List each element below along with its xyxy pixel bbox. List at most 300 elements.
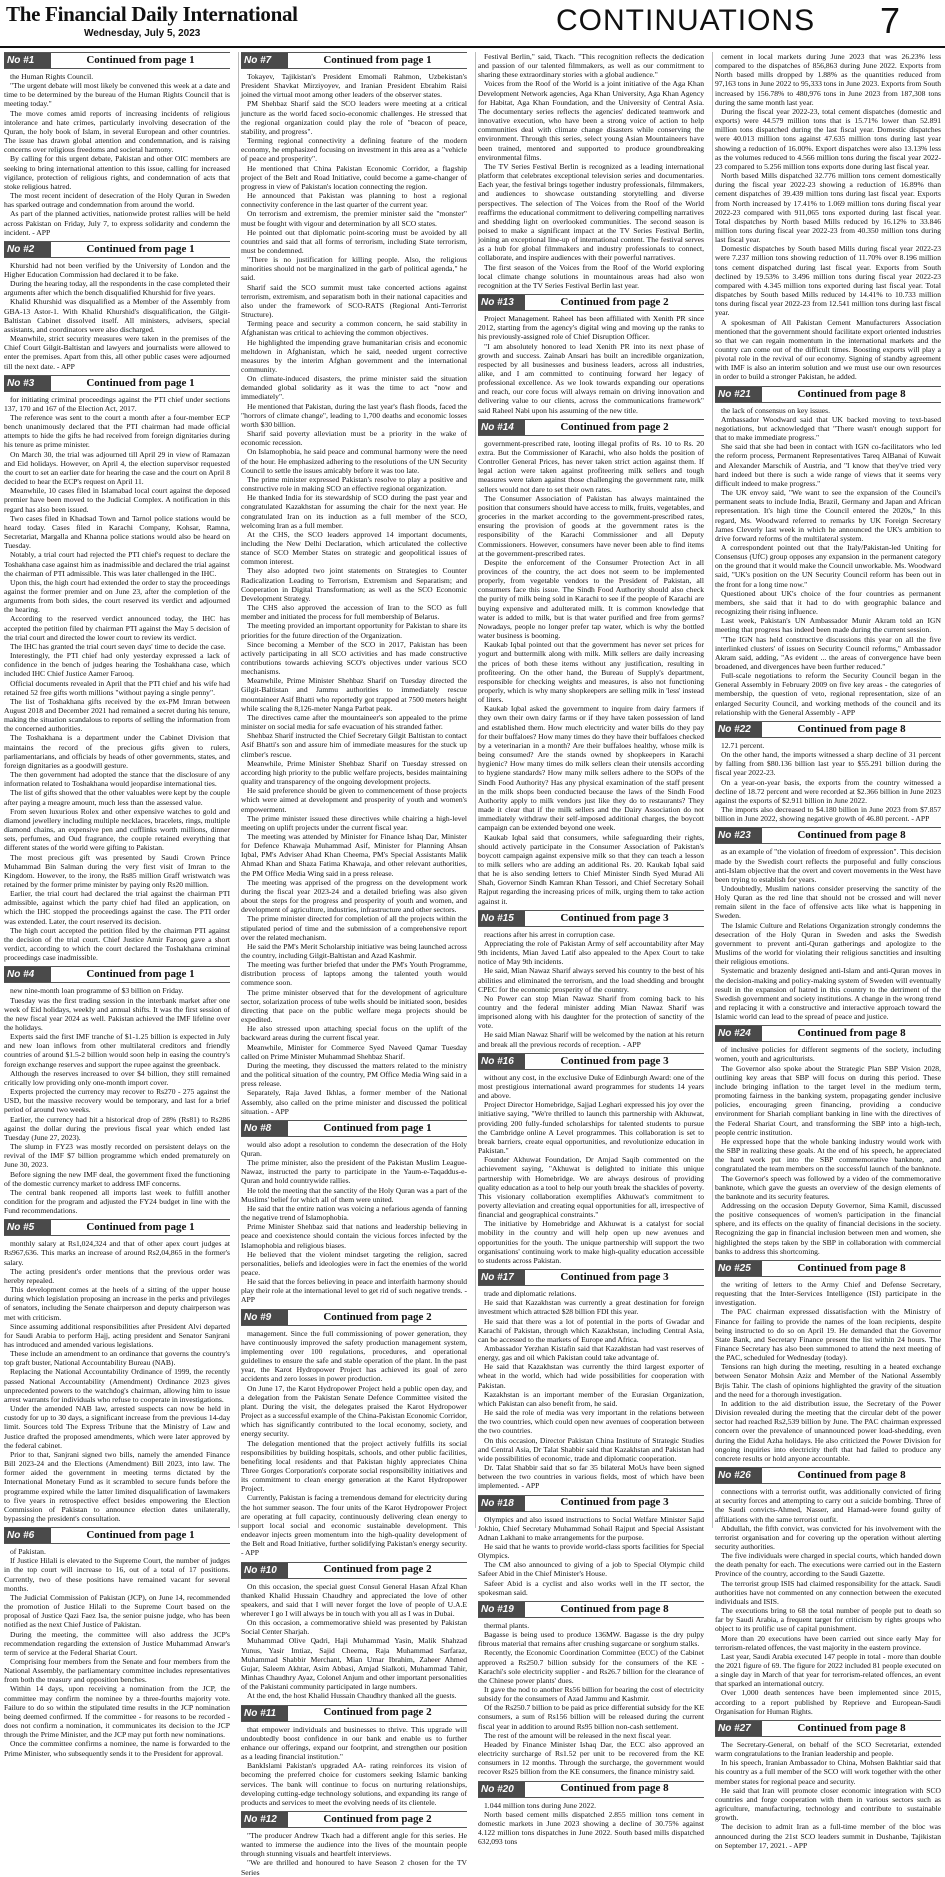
column-2 <box>238 52 467 1877</box>
continuation-story <box>4 52 230 237</box>
story-paragraph: During the hearing today, all the respondents in the case completed their arguments after which the bench disqualified Khurshid for five years. <box>4 279 230 298</box>
story-paragraph: "The producer Andrew Tkach had a different angle for this series. He wanted to immerse the audience into the lives of the mountain people through stunning visuals and heartfelt interviews. <box>241 1830 467 1859</box>
story-number: No #18 <box>478 1496 525 1511</box>
story-paragraph: Festival Berlin," said, Tkach. "This recognition reflects the dedication and passion of our talented filmmakers, as well as our commitment to sharing these extraordinary stories with a global audience." <box>478 52 704 80</box>
continuation-story <box>241 52 467 1116</box>
story-paragraph: without any cost, in the exclusive Duke of Edinburgh Award: one of the most prestigious international award programmes for students 14 years and above. <box>478 1072 704 1101</box>
continuation-story <box>4 1527 230 1758</box>
story-paragraph: By calling for this urgent debate, Pakistan and other OIC members are seeking to bring international attention to this issue, calling for increased vigilance, protection of religious rights, and condemnation of acts that stoke religious hatred. <box>4 154 230 191</box>
continuation-story <box>478 1781 704 1847</box>
story-paragraph: At the end, the host Khalid Hussain Chaudhry thanked all the guests. <box>247 1691 457 1701</box>
story-header <box>241 52 467 69</box>
story-header <box>715 1025 941 1042</box>
story-paragraph: Comprising four members from the Senate and four members from the National Assembly, the parliamentary committee includes representatives from both the treasury and opposition benches. <box>4 1657 230 1685</box>
story-paragraph: reactions after his arrest in corruption case. <box>484 929 615 939</box>
story-paragraph: No Power can stop Mian Nawaz Sharif from coming back to his country and the federal minister adding Mian Nawaz Sharif was imprisoned along with his daughter for the protection of sanctity of the vote. <box>478 993 704 1031</box>
story-number: No #3 <box>4 376 51 391</box>
story-paragraph: Since assuming additional responsibilities after President Alvi departed for Saudi Arabia to perform Hajj, acting president and Senator Sanjrani has introduced and amended various legislations. <box>4 1321 230 1349</box>
story-paragraph: Experts said the first IMF tranche of $1-1.25 billion is expected in July and new loan inflows from other multilateral creditors and friendly countries of around $1.5-2 billion would soon help in easing the country's foreign exchange reserves and support the rupee against the greenback. <box>4 1032 230 1069</box>
story-paragraph: Headed by Finance Minister Ishaq Dar, the ECC also approved an electricity surcharge of Rs1.52 per unit to be recovered from the KE consumers in 12 months. Through the surcharge, the government would recover Rs25 billion from the KE consumers, the finance ministry said. <box>478 1739 704 1777</box>
story-paragraph: The UK envoy said, "We want to see the expansion of the Council's permanent seats to include India, Brazil, Germany and Japan and African representation. It's high time the Council entered the 2020s," In this regard, Ms. Woodward referred to remarks by UK Foreign Secretary James Cleverly last week in which he announced the UK's ambition to drive forward reforms of the multilateral system. <box>715 488 941 543</box>
story-paragraph: monthly salary at Rs1,024,324 and that of other apex court judges at Rs967,636. This marks an increase of around Rs2,04,865 in the former's salary. <box>4 1239 230 1267</box>
story-number: No #7 <box>241 53 288 68</box>
continued-from-label: Continued from page 2 <box>323 1812 432 1825</box>
story-paragraph: "The IGN has held constructive discussions this year on all the five interlinked clusters' of issues on Security Council reforms," Ambassador Akram said, adding, "As evident ... the areas of convergence have been broadened, and divergences have been further reduced." <box>715 634 941 671</box>
story-paragraph: Kaukab Iqbal pointed out that the government has never set prices for yogurt and buttermilk along with milk. Milk sellers are daily increasing the prices of both these items without any justification, resulting in profiteering. On the other hand, the Bureau of Supply's department, responsible for checking weights and measures, is also not functioning properly, which is why many shopkeepers are selling milk in 'less' instead of liters. <box>478 640 704 705</box>
story-paragraph: Experts projected the currency may recover to Rs270 - 275 against the USD, but the massive recovery would be temporary, and last for a brief period of around two weeks. <box>4 1087 230 1115</box>
continued-from-label: Continued from page 1 <box>86 53 195 66</box>
story-header <box>715 827 941 844</box>
story-paragraph: The move comes amid reports of increasing incidents of religious intolerance and hate crimes, particularly involving desecration of the Quran, the holy book of Islam, in several European and other countries. The issue has drawn global attention and condemnation, and is raising concerns over religious freedoms and societal harmony. <box>4 108 230 155</box>
story-paragraph: The PAC chairman expressed dissatisfaction with the Ministry of Finance for failing to provide the names of the loan recipients, despite being instructed to do so on April 19. He demanded that the Governor State Bank, and Secretary Finance present the list within 24 hours. The Finance Secretary has also been summoned to attend the next meeting of the PAC, scheduled for Wednesday (today). <box>715 1307 941 1363</box>
story-paragraph: Domestic dispatches by South based Mills during fiscal year 2022-23 were 7.237 million tons showing reduction of 11.70% over 8.196 million tons cement dispatched during last fiscal year. Exports from South declined by 19.53% to 3.496 million tons during fiscal year 2022-23 compared with 4.345 million tons exported during last fiscal year. Total dispatches by South based Mills reduced by 14.41% to 10.733 million tons during fiscal year 2022-23 from 12.541 million tons during last fiscal year. <box>715 244 941 318</box>
story-number: No #5 <box>4 1220 51 1235</box>
continued-from-label: Continued from page 8 <box>560 1782 669 1795</box>
story-paragraph: Earlier, the currency had hit a historical drop of 28% (Rs81) to Rs286 against the dollar during the previous fiscal year which ended last Tuesday (June 27, 2023). <box>4 1114 230 1142</box>
story-paragraph: PM Shehbaz Sharif said the SCO leaders were meeting at a critical juncture as the world faced socio-economic challenges. He stressed that the regional organization could play the role of "beacon of peace, stability, and progress". <box>241 99 467 136</box>
story-header <box>715 386 941 403</box>
continued-from-label: Continued from page 2 <box>323 1310 432 1323</box>
story-paragraph: The initiative by Homebridge and Akhuwat is a catalyst for social mobility in the country and will help open up new avenues and opportunities for the youth. The unique partnership will support the two organisations' continuing work to make high-quality education accessible to students across Pakistan. <box>478 1219 704 1265</box>
story-paragraph: Tuesday was the first trading session in the interbank market after one week of Eid holidays, weekly and annual shifts. It was the first session of the new fiscal year 2024 as well. Pakistan achieved the IMF lifeline over the holidays. <box>4 995 230 1032</box>
story-paragraph: The five individuals were charged in special courts, which handed down the death penalty for each. The executions were carried out in the Eastern Province of the country, according to the Saudi Gazette. <box>715 1551 941 1579</box>
story-header <box>241 1562 467 1579</box>
column-4 <box>712 52 941 1850</box>
story-number: No #14 <box>478 420 525 435</box>
story-paragraph: The Toshakhana is a department under the Cabinet Division that maintains the record of the precious gifts given to rulers, parliamentarians, and officials by heads of other governments, states, and foreign dignitaries as a goodwill gesture. <box>4 733 230 770</box>
continuation-story <box>478 419 704 906</box>
story-header <box>4 241 230 258</box>
story-paragraph: The list of Toshakhana gifts received by the ex-PM Imran between August 2018 and December 2021 had remained a secret during his tenure, making the situation scandalous to reports of selling the information from the concerned authorities. <box>4 696 230 734</box>
story-paragraph: The list of gifts showed that the other valuables were kept by the couple after paying a meagre amount, much less than the assessed value. <box>4 788 230 807</box>
story-paragraph: The CM also announced to giving of a job to Special Olympic child Safeer Abid in the Chief Minister's House. <box>478 1560 704 1579</box>
story-paragraph: He said that there was a lot of potential in the ports of Gwadar and Karachi of Pakistan, through which Kazakhstan, including Central Asia, can be accessed to the markets of Europe and Africa. <box>478 1316 704 1344</box>
continued-from-label: Continued from page 2 <box>560 420 669 433</box>
story-number: No #13 <box>478 295 525 310</box>
story-paragraph: the writing of letters to the Army Chief and Defense Secretary, requesting that the Inter-Services Intelligence (ISI) participate in the investigation. <box>715 1279 941 1308</box>
story-paragraph: Safeer Abid is a cyclist and also works well in the IT sector, the spokesman said. <box>478 1578 704 1597</box>
story-paragraph: Abdullah, the fifth convict, was convicted for his involvement with the terrorist organisation and for covering up the operation without alerting security authorities. <box>715 1523 941 1551</box>
story-paragraph: Upon this, the high court had extended the order to stay the proceedings against the former premier and on June 23, after the completion of the arguments from both sides, the court reserved its verdict and adjourned the hearing. <box>4 577 230 615</box>
story-paragraph: He announced that Pakistan was planning to host a regional connectivity conference in the last quarter of the current year. <box>241 191 467 210</box>
story-paragraph: Tokayev, Tajikistan's President Emomali Rahmon, Uzbekistan's President Shavkat Mirziyoyev, and Iranian President Ebrahim Raisi joined the virtual moot among other leaders of the observer states. <box>241 72 467 100</box>
continuation-story <box>478 910 704 1049</box>
story-paragraph: Despite the enforcement of the Consumer Protection Act in all provinces of the country, the act does not seem to be implemented properly, from vegetable vendors to the President of Pakistan, all consumers face this issue. The Sindh Food Authority should also check the purity of milk being sold in Karachi to see if the people of Karachi are buying expensive and adulterated milk. It is common knowledge that water is added to milk, but is that water purified and free from germs? Nowadays, people no longer prefer tap water, which is why the bottled water business is booming. <box>478 557 704 641</box>
continued-from-label: Continued from page 1 <box>86 242 195 255</box>
story-paragraph: He said that Kazakhstan was currently the third largest exporter of wheat in the world, which had wide possibilities for cooperation with Pakistan. <box>478 1362 704 1390</box>
story-paragraph: Within 14 days, upon receiving a nomination from the JCP, the committee may confirm the nominee by a three-fourths majority vote. Failure to do so within the stipulated time results in the JCP nomination being deemed confirmed. If the committee - for reasons to be recorded - does not confirm a nomination, it communicates its decision to the JCP through the Prime Minister, and the JCP may put forth new nominations. <box>4 1684 230 1740</box>
story-paragraph: The decision to admit Iran as a full-time member of the bloc was announced during the 21st SCO leaders summit in Dushanbe, Tajikistan on September 17, 2021. - APP <box>715 1822 941 1850</box>
story-number: No #4 <box>4 967 51 982</box>
continuation-story <box>478 52 704 290</box>
story-paragraph: Prime Minister Shehbaz said that nations and leadership believing in peace and coexistence should contain the vicious forces infected by the Islamophobia and religious biases. <box>241 1222 467 1250</box>
story-header <box>478 910 704 927</box>
story-paragraph: Terming peace and security a common concern, he said stability in Afghanistan was critical to achieving the common objectives. <box>241 319 467 338</box>
story-paragraph: The prime minister issued these directives while chairing a high-level meeting on uplift projects under the current fiscal year. <box>241 813 467 832</box>
story-paragraph: "The urgent debate will most likely be convened this week at a date and time to be determined by the bureau of the Human Rights Council that is meeting today." <box>4 81 230 109</box>
story-paragraph: He pointed out that diplomatic point-scoring must be avoided by all countries and said that all forms of terrorism, including State terrorism, must be condemned. <box>241 227 467 255</box>
story-paragraph: The Governor's speech was followed by a video of the commemorative banknote, which gave the guests an overview of the design elements of the banknote and its security features. <box>715 1173 941 1201</box>
story-paragraph: Official documents revealed in April that the PTI chief and his wife had retained 52 free gifts worth millions "without paying a single penny". <box>4 678 230 697</box>
continued-from-label: Continued from page 8 <box>797 1721 906 1734</box>
story-paragraph: These include an amendment to an ordinance that governs the country's top graft buster, National Accountability Bureau (NAB). <box>4 1349 230 1368</box>
story-number: No #17 <box>478 1270 525 1285</box>
story-paragraph: He also stressed upon attaching special focus on the uplift of the backward areas during the current fiscal year. <box>241 1024 467 1043</box>
story-number: No #20 <box>478 1782 525 1797</box>
continuation-story <box>241 1562 467 1701</box>
story-number: No #8 <box>241 1121 288 1136</box>
story-number: No #22 <box>715 722 762 737</box>
story-paragraph: the Human Rights Council. <box>10 72 94 81</box>
story-paragraph: Ambassador Woodward said that UK backed moving to text-based negotiations, but acknowledged that "There wasn't enough support for that to make immediate progress." <box>715 414 941 443</box>
continued-from-label: Continued from page 1 <box>323 53 432 66</box>
continuation-story <box>478 1053 704 1265</box>
story-paragraph: Dr. Talat Shabbir said that so far 35 bilateral MoUs have been signed between the two countries in various fields, most of which have been implemented. - APP <box>478 1463 704 1491</box>
story-paragraph: government-prescribed rate, looting illegal profits of Rs. 10 to Rs. 20 extra. But the Commissioner of Karachi, who also holds the position of Controller General Prices, has never taken strict action against them. If legal action were taken against profiteering milk sellers and tough measures were taken against those challenging the government rate, milk sellers would not dare to set their own rates. <box>478 438 704 494</box>
story-paragraph: Interestingly, the PTI chief had only yesterday expressed a lack of confidence in the bench of judges hearing the Toshakhana case, which included IHC Chief Justice Aamer Farooq. <box>4 651 230 679</box>
story-header <box>4 1527 230 1544</box>
story-number: No #9 <box>241 1310 288 1325</box>
continuation-story <box>241 1811 467 1877</box>
story-paragraph: Meanwhile, Prime Minister Shehbaz Sharif on Tuesday stressed on according high priority to the public welfare projects, besides maintaining quality and transparency of the ongoing development projects. <box>241 758 467 787</box>
story-number: No #26 <box>715 1468 762 1483</box>
story-paragraph: On March 30, the trial was adjourned till April 29 in view of Ramazan and Eid holidays. However, on April 4, the election supervisor requested the court to set an earlier date for hearing the case and the court on April 8 decided to hear the ECP's request on April 11. <box>4 449 230 487</box>
story-paragraph: Addressing on the occasion Deputy Governor, Sima Kamil, discussed the positive consequences of women's participation in the financial sphere, and its effects on the quality of financial decisions in the society. Recognizing the gap in financial inclusion between men and women, she highlighted the steps taken by the SBP in collaboration with commercial banks to address this shortcoming. <box>715 1200 941 1256</box>
story-paragraph: Terming regional connectivity a defining feature of the modern economy, he emphasized focusing on investment in this area as a "vehicle of peace and prosperity". <box>241 136 467 164</box>
story-paragraph: On terrorism and extremism, the premier minister said the "monster" must be fought with vigour and determination by all SCO states. <box>241 209 467 228</box>
story-number: No #27 <box>715 1721 762 1736</box>
continuation-story <box>715 386 941 717</box>
story-paragraph: The meeting was attended by Minister for Finance Ishaq Dar, Minister for Defence Khawaja Muhammad Asif, Minister for Planning Ahsan Iqbal, PM's Adviser Ahad Khan Cheema, PM's Special Assistants Malik Ahmad Khan and Shaza Fatima Khawaja, and other relevant authorities, the PM Office Media Wing said in a press release. <box>241 831 467 878</box>
story-paragraph: Voices from the Roof of the World is a joint initiative of the Aga Khan Development Network agencies, Aga Khan University, Aga Khan Agency for Habitat, Aga Khan Foundation, and the University of Central Asia. The documentary series reflects the agencies' dedicated teamwork and innovative execution, who have been a strong voice of action to help communities deal with climate change disasters while conserving the environment. Through this series, select young Asian Mountaineers have been trained, mentored and supported to produce groundbreaking environmental films. <box>478 79 704 162</box>
story-header <box>478 1601 704 1618</box>
story-paragraph: She said that she had been in contact with IGN co-facilitators who led the reform process, Permanent Representatives Tareq AlBanai of Kuwait and Alexander Marschik of Austria, and "I know that they've tried very hard indeed but there is such a wide range of views that it seems very difficult indeed to make progress." <box>715 442 941 488</box>
story-paragraph: Shehbaz Sharif instructed the Chief Secretary Gilgit Baltistan to contact Asif Bhatti's son and assure him of immediate measures for the stuck up climber's rescue. <box>241 731 467 759</box>
story-paragraph: the lack of consensus on key issues. <box>721 405 831 415</box>
continued-from-label: Continued from page 3 <box>560 911 669 924</box>
story-header <box>241 1120 467 1137</box>
story-paragraph: Before signing the new IMF deal, the government fixed the functioning of the domestic currency market to address IMF concerns. <box>4 1169 230 1188</box>
story-paragraph: "There is no justification for killing people. Also, the religious minorities should not be marginalized in the garb of political agenda," he said. <box>241 255 467 283</box>
story-number: No #1 <box>4 53 51 68</box>
continuation-story <box>715 1025 941 1256</box>
story-paragraph: Kazakhstan is an important member of the Eurasian Organization, which Pakistan can also benefit from, he said. <box>478 1389 704 1408</box>
story-paragraph: He said preference should be given to commencement of those projects which were aimed at development and prosperity of youth and women's empowerment. <box>241 786 467 814</box>
story-number: No #10 <box>241 1563 288 1578</box>
continuation-story <box>715 52 941 382</box>
story-paragraph: In his speech, Iranian Ambassador to China, Mohsen Bakhtiar said that his country as a full member of the SCO will work together with the other member states for regional peace and security. <box>715 1758 941 1786</box>
story-paragraph: He said that Kazakhstan was currently a great destination for foreign investment which attracted $28 billion FDI this year. <box>478 1298 704 1317</box>
story-paragraph: cement in local markets during June 2023 that was 26.23% less compared to the dispatches of 856,863 during June 2022. Exports from North based mills dropped by 1.88% as the quantities reduced from 97,163 tons in June 2022 to 95,333 tons in June 2023. Exports from South increased by 156.78% to 480,976 tons in June 2023 from 187,308 tons during the same month last year. <box>715 52 941 107</box>
story-paragraph: The imports also decreased to $4.180 billion in June 2023 from $7.857 billion in June 2022, showing negative growth of 46.80 percent. - APP <box>715 805 941 824</box>
story-paragraph: On Islamophobia, he said peace and communal harmony were the need of the hour. He emphasized adhering to the resolutions of the UN Security Council to settle the issues amicably before it was too late. <box>241 447 467 475</box>
story-paragraph: Replacing the National Accountability Ordinance of 1999, the recently passed National Accountability (Amendment) Ordinance 2023 gives unprecedented powers to the watchdog's chairman, allowing him to issue arrest warrants for individuals who refuse to cooperate in investigations. <box>4 1367 230 1404</box>
story-header <box>478 294 704 311</box>
continued-from-label: Continued from page 3 <box>560 1054 669 1067</box>
continued-from-label: Continued from page 8 <box>560 1602 669 1615</box>
story-paragraph: Undoubtedly, Muslim nations consider preserving the sanctity of the Holy Quran as the red line that should not be crossed and will never remain silent in the face of offensive acts like what is happening in Sweden. <box>715 883 941 921</box>
column-3 <box>475 52 704 1847</box>
continuation-story <box>478 1495 704 1597</box>
story-paragraph: The terrorist group ISIS had claimed responsibility for the attack. Saudi authorities have not commented on any connection between the executed individuals and ISIS. <box>715 1578 941 1606</box>
story-paragraph: The IHC has granted the trial court seven days' time to decide the case. <box>10 641 226 651</box>
continuation-story <box>478 294 704 415</box>
story-paragraph: The high court accepted the petition filed by the chairman PTI against the decision of the trial court. Chief Justice Amir Farooq gave a short verdict, according to which the court declared the Toshakhana criminal proceedings case inadmissible. <box>4 925 230 963</box>
story-paragraph: A correspondent pointed out that the Italy/Pakistan-led Uniting for Consensus (UfC) group opposes any expansion in the permanent category on the ground that it would make the Council unworkable. Ms. Woodward said, "UK's position on the UN Security Council reform has been out in the front for a long time now." <box>715 542 941 589</box>
story-paragraph: would also adopt a resolution to condemn the desecration of the Holy Quran. <box>241 1139 467 1158</box>
story-paragraph: management. Since the full commissioning of power generation, they have continuously improved the safety production management system, implementing over 100 regulations, procedures, and operational guidelines to ensure the safe and stable operation of the plant. In the past year, the Karot Hydropower Project has achieved its goal of zero accidents and zero losses in power production. <box>241 1328 467 1384</box>
story-header <box>478 1495 704 1512</box>
story-paragraph: At the CHS, the SCO leaders approved 14 important documents, including the New Delhi Declaration, which articulated the collective stance of SCO Member States on strategic and geopolitical issues of common interest. <box>241 529 467 567</box>
story-paragraph: Tensions ran high during the meeting, resulting in a heated exchange between Senator Mohsin Aziz and Member of the National Assembly Brjis Tahir. The clash of opinions highlighted the gravity of the situation and the need for a thorough investigation. <box>715 1362 941 1399</box>
story-paragraph: The executions bring to 68 the total number of people put to death so far by Saudi Arabia, a frequent target for criticism by rights groups who object to its prolific use of capital punishment. <box>715 1606 941 1634</box>
story-paragraph: During the meeting, they discussed the matters related to the ministry and the political situation of the country, PM Office Media Wing said in a press release. <box>241 1060 467 1089</box>
story-paragraph: The most recent incident of desecration of the Holy Quran in Sweden has sparked outrage and condemnation from around the world. <box>4 191 230 210</box>
story-header <box>241 1811 467 1828</box>
story-paragraph: He expressed hope that the whole banking industry would work with the SBP in realizing these goals. At the end of his speech, he appreciated the hard work put into the SBP commemorative banknote, and congratulated the team members on the successful launch of the banknote. <box>715 1136 941 1174</box>
story-paragraph: Project Management. Raheel has been affiliated with Xenith PR since 2012, starting from the agency's digital wing and moving up the ranks to his previously-assigned role of Chief Disruption Officer. <box>478 314 704 342</box>
continued-from-label: Continued from page 8 <box>797 722 906 735</box>
continuation-story <box>241 1120 467 1305</box>
continuation-story <box>241 1309 467 1558</box>
newspaper-name: The Financial Daily International <box>6 2 298 26</box>
continued-from-label: Continued from page 2 <box>323 1706 432 1719</box>
story-paragraph: Ambassador Yerzhan Kistafin said that Kazakhstan had vast reserves of energy, gas and oil which Pakistan could take advantage of. <box>478 1344 704 1363</box>
continuation-story <box>4 241 230 371</box>
continued-from-label: Continued from page 1 <box>86 1529 195 1542</box>
continued-from-label: Continued from page 3 <box>560 1496 669 1509</box>
story-paragraph: A spokesman of All Pakistan Cement Manufacturers Association mentioned that the government should facilitate export oriented industries so that we can regain momentum in the international markets and the country can come out of the difficult times. Boosting exports will play a pivotal role in the revival of our economy. Signing of standby agreement with IMF is also an interim solution and we must use our own resources in order to build a stronger Pakistan, he added. <box>715 317 941 382</box>
story-paragraph: On this occasion, the special guest Consul General Hasan Afzal Khan thanked Khalid Hussain Chaudhry and appreciated the love of other speakers, and said that I will never forget the love of people of U.A.E wherever I go I will always be in touch with you all as I was in Dubai. <box>241 1581 467 1618</box>
continued-from-label: Continued from page 1 <box>323 1121 432 1134</box>
story-paragraph: The meeting was further briefed that under the PM's Youth Programme, distribution process of laptops among the talented youth would commence soon. <box>241 960 467 988</box>
story-number: No #21 <box>715 387 762 402</box>
story-paragraph: The reference was sent to the court a month after a four-member ECP bench unanimously declared that the PTI chairman had made official attempts to hide the gifts he had received from foreign dignitaries during his tenure as prime minister. <box>4 413 230 450</box>
continued-from-label: Continued from page 3 <box>560 1270 669 1283</box>
story-header <box>478 1053 704 1070</box>
story-paragraph: During the fiscal year 2022-23, total cement dispatches (domestic and exports) were 44.579 million tons that is 15.71% lower than 52.891 million tons dispatched during the last fiscal year. Domestic dispatches were 40.013 million tons against 47.635 million tons during last year showing a reduction of 16.00%. Export dispatches were also 13.13% less as the volumes reduced to 4.566 million tons during the fiscal year 2022-23 compared to 5.256 million tons exports done during last fiscal year. <box>715 106 941 171</box>
continued-from-label: Continued from page 2 <box>560 295 669 308</box>
story-paragraph: He thanked India for its stewardship of SCO during the past year and congratulated Kazakhstan for assuming the chair for the next year. He congratulated Iran on its induction as a full member of the SCO, welcoming Iran as a full member. <box>241 493 467 530</box>
story-header <box>715 1720 941 1737</box>
story-paragraph: If Justice Hilali is elevated to the Supreme Court, the number of judges in the top court will increase to 16, out of a total of 17 positions. Currently, two of these positions have remained vacant for several months. <box>4 1556 230 1593</box>
masthead <box>0 0 945 48</box>
story-paragraph: The meeting provided an important opportunity for Pakistan to share its priorities for the future direction of the Organization. <box>241 621 467 640</box>
story-paragraph: thermal plants. <box>484 1620 530 1630</box>
story-header <box>4 375 230 392</box>
story-paragraph: On the other hand, the imports witnessed a sharp decline of 31 percent by falling from $80.136 billion last year to $55.291 billion during the fiscal year 2022-23. <box>715 750 941 778</box>
continued-from-label: Continued from page 2 <box>323 1563 432 1576</box>
story-paragraph: Separately, Raja Javed Ikhlas, a former member of the National Assembly, also called on the prime minister and discussed the political situation. - APP <box>241 1088 467 1116</box>
story-paragraph: Under the amended NAB law, arrested suspects can now be held in custody for up to 30 days, a significant increase from the previous 14-day limit. Sources told The Express Tribune that the Ministry of Law and Justice drafted the proposed amendments, which were later approved by the federal cabinet. <box>4 1404 230 1450</box>
story-paragraph: The TV Series Festival Berlin is recognized as a leading international platform that celebrates exceptional television series and documentaries. Each year, the festival brings together industry professionals, filmmakers, and audiences to showcase outstanding storytelling and diverse perspectives. The selection of The Voices from the Roof of the World reaffirms the educational commitment to delivering compelling narratives and shedding light on overlooked communities. The second season is poised to make a significant impact at the TV Series Festival Berlin, joining an exceptional line-up of international content. The festival serves as a hub for global filmmakers and industry professionals to connect, collaborate, and inspire audiences with their powerful narratives. <box>478 161 704 263</box>
story-paragraph: More than 20 executions have been carried out since early May for terrorism-related offences, the vast majority in the eastern province. <box>715 1633 941 1652</box>
story-paragraph: He said that the entire nation was voicing a nefarious agenda of fanning the negative trend of Islamophobia. <box>241 1203 467 1223</box>
continuation-story <box>715 1467 941 1716</box>
continuation-story <box>715 1260 941 1463</box>
issue-date: Wednesday, July 5, 2023 <box>84 28 201 39</box>
story-paragraph: The prime minister directed for completion of all the projects within the stipulated period of time and the submission of a comprehensive report over the related mechanism. <box>241 914 467 942</box>
story-paragraph: 12.71 percent. <box>721 740 765 750</box>
story-paragraph: On a year-on-year basis, the exports from the country witnessed a decline of 18.72 percent and were recorded at $2.366 billion in June 2023 against the exports of $2.911 billion in June 2022. <box>715 777 941 805</box>
continuation-story <box>241 1705 467 1807</box>
story-paragraph: for initiating criminal proceedings against the PTI chief under sections 137, 170 and 167 of the Election Act, 2017. <box>4 394 230 413</box>
story-paragraph: The Secretary-General, on behalf of the SCO Secretariat, extended warm congratulations to the Iranian leadership and people. <box>715 1739 941 1759</box>
story-header <box>715 1260 941 1277</box>
story-paragraph: 1.044 million tons during June 2022. <box>484 1800 597 1810</box>
story-paragraph: Over 1,000 death sentences have been implemented since 2015, according to a report published by Reprieve and European-Saudi Organisation for Human Rights. <box>715 1688 941 1716</box>
story-paragraph: Earlier, the trial court had declared the trial against the chairman PTI admissible, against which the party chief had filed an application, on which the IHC stopped the proceedings against the case. The PTI order was extended. Later, the court reserved its decision. <box>4 889 230 926</box>
story-paragraph: From seven luxurious Rolex and other expensive watches to gold and diamond jewellery including multiple necklaces, bracelets, rings, multiple diamond chains, an expensive pen and cufflinks worth millions, dinner sets, perfumes, and Oud fragrance, the couple retained everything that different states of the world were gifting to Pakistan. <box>4 806 230 853</box>
story-paragraph: On this occasion, Director Pakistan China Institute of Strategic Studies and Central Asia, Dr Talat Shabbir said that Kazakhstan and Pakistan had wide possibilities of economic, trade and diplomatic cooperation. <box>478 1435 704 1463</box>
story-paragraph: Prior to that, Sanjrani signed two bills, namely the amended Finance Bill 2023-24 and the Elections (Amendment) Bill 2023, into law. The former aided the government in meeting terms dictated by the International Monetary Fund as it scrambled to secure funds before the programme expired while the latter limited disqualification of lawmakers to five years in retrospective effect besides empowering the Election Commission of Pakistan to announce election dates unilaterally, bypassing the president's consultation. <box>4 1449 230 1523</box>
story-paragraph: Appreciating the role of Pakistan Army of self accountability after May 9th incidents, Mian Javed Latif also appealed to the Apex Court to take notice of May 9th incidents. <box>478 938 704 967</box>
story-paragraph: The Islamic Culture and Relations Organization strongly condemns the desecration of the Holy Quran in Sweden and asks the Swedish government to prevent anti-Quran gatherings and apologize to the Muslims of the world for violating their religious sanctities and insulting their religious emotions. <box>715 920 941 967</box>
story-paragraph: North based cement mills dispatched 2.855 million tons cement in domestic markets in June 2023 showing a decline of 30.75% against 4.122 million tons dispatches in June 2022. South based mills dispatched 632,093 tons <box>478 1809 704 1847</box>
story-paragraph: According to the reserved verdict announced today, the IHC has accepted the petition filed by chairman PTI against the May 5 decision of the trial court and directed the lower court to review its verdict. <box>4 614 230 642</box>
story-paragraph: Although the reserves increased to over $4 billion, they still remained critically low providing only one-month import cover. <box>4 1068 230 1087</box>
story-paragraph: Founder Akhuwat Foundation, Dr Amjad Saqib commented on the achievement saying, "Akhuwat is delighted to initiate this unique partnership with Homebridge. We are always desirous of providing quality education as a tool to help our youth break the shackles of poverty. This visionary collaboration exemplifies Akhuwat's commitment to poverty alleviation and creating equal opportunities for all, irrespective of financial and geographical constraints." <box>478 1155 704 1220</box>
story-paragraph: He believed that the violent mindset targeting the religion, sacred personalities, beliefs and ideologies were in fact the enemies of the world peace. <box>241 1249 467 1277</box>
story-paragraph: He said that the forces believing in peace and interfaith harmony should play their role at the international level to get rid of such negative trends. - APP <box>241 1277 467 1305</box>
story-paragraph: The Judicial Commission of Pakistan (JCP), on June 14, recommended the promotion of Justice Hilali to the Supreme Court based on the proposal of Justice Qazi Faez Isa, the senior puisne judge, who has been notified as the next Chief Justice of Pakistan. <box>4 1592 230 1630</box>
continued-from-label: Continued from page 8 <box>797 387 906 400</box>
section-title: CONTINUATIONS <box>556 4 816 37</box>
story-paragraph: Of the Rs250.7 billion to be paid as price differential subsidy for the KE consumers, a sum of Rs156 billion will be released during the current fiscal year in addition to around Rs95 billion non-cash settlement. <box>478 1703 704 1731</box>
story-paragraph: The acting president's order mentions that the previous order was hereby repealed. <box>4 1266 230 1285</box>
story-number: No #19 <box>478 1602 525 1617</box>
story-paragraph: Kaukab Iqbal asked the government to inquire from dairy farmers if they own their own dairy farms or if they have taken possession of land and established them. How much electricity and water bills do they pay for their buffaloes? How many times do they have their buffaloes checked by a veterinarian in a month? Are their buffaloes healthy, whose milk is being consumed? Are the stands owned by shopkeepers in Karachi hygienic? How many times do milk sellers clean their utensils according to hygiene standards? How many milk sellers adhere to the SOPs of the Sindh Food Authority? Has any physical examination of the staff present in the milk shops been conducted because the laws of the Sindh Food Authority apply to milk vendors just like they do to restaurants? They made it clear that if the milk sellers and the Dairy Association do not immediately withdraw their self-imposed additional charges, the boycott campaign can be extended beyond one week. <box>478 704 704 833</box>
story-header <box>478 1269 704 1286</box>
story-paragraph: North based Mills dispatched 32.776 million tons cement domestically during the fiscal year 2022-23 showing a reduction of 16.89% than cement dispatches of 39.439 million tons during last fiscal year. Exports from North increased by 17.41% to 1.069 million tons during fiscal year 2022-23 compared with 911,065 tons exported during last fiscal year. Total dispatches by North based Mills reduced by 16.12% to 33.846 million tons during fiscal year 2022-23 from 40.350 million tons during last fiscal year. <box>715 171 941 245</box>
story-paragraph: as an example of "the violation of freedom of expression". This decision made by the Swedish court reflects the purposeful and fully conscious anti-Islam objective that the overt and covert movements in the West have been trying to establish for years. <box>715 847 941 884</box>
story-paragraph: He mentioned that Pakistan, during the last year's flash floods, faced the "horrors of climate change", leading to 1,700 deaths and economic losses worth $30 billion. <box>241 401 467 429</box>
story-number: No #25 <box>715 1261 762 1276</box>
continuation-story <box>4 966 230 1215</box>
story-paragraph: of inclusive policies for different segments of the society, including women, youth and agriculturists. <box>715 1045 941 1064</box>
continued-from-label: Continued from page 8 <box>797 1261 906 1274</box>
story-paragraph: Bagasse is being used to produce 136MW. Bagasse is the dry pulpy fibrous material that remains after crushing sugarcane or sorghum stalks. <box>478 1630 704 1649</box>
story-header <box>478 419 704 436</box>
continued-from-label: Continued from page 8 <box>797 1468 906 1481</box>
story-paragraph: Since becoming a Member of the SCO in 2017, Pakistan has been actively participating in all SCO activities and has made constructive contributions towards achieving SCO's objectives under various SCO mechanisms. <box>241 639 467 677</box>
story-header <box>4 966 230 983</box>
story-number: No #11 <box>241 1706 288 1721</box>
story-paragraph: The first season of the Voices from the Roof of the World exploring local climate change solutions in mountainous areas had also won recognition at the TV Series Festival Berlin last year. <box>478 262 704 290</box>
story-paragraph: new nine-month loan programme of $3 billion on Friday. <box>10 986 184 996</box>
continued-from-label: Continued from page 1 <box>86 1221 195 1234</box>
story-paragraph: The prime minister observed that for the development of agriculture sector, solarization process of tube wells should be initiated soon, besides directing that pace on the public welfare mega projects should be expedited. <box>241 987 467 1025</box>
story-paragraph: Sharif said poverty alleviation must be a priority in the wake of economic recession. <box>241 429 467 448</box>
story-number: No #2 <box>4 242 51 257</box>
article-columns <box>4 52 941 1877</box>
story-header <box>4 52 230 69</box>
story-number: No #6 <box>4 1528 51 1543</box>
story-number: No #15 <box>478 911 525 926</box>
story-number: No #23 <box>715 828 762 843</box>
story-header <box>241 1309 467 1326</box>
story-paragraph: Meanwhile, Minister for Commerce Syed Naveed Qamar Tuesday called on Prime Minister Muhammad Shehbaz Sharif. <box>241 1042 467 1061</box>
story-paragraph: Khurshid had not been verified by the University of London and the Higher Education Commission had declared it to be fake. <box>4 260 230 279</box>
story-paragraph: Notably, a trial court had rejected the PTI chief's request to declare the Toshakhana case against him as inadmissible and declared the trial against the chairman of PTI admissible. This was later challenged in the IHC. <box>4 550 230 578</box>
story-paragraph: "We are thrilled and honoured to have Season 2 chosen for the TV Series <box>241 1858 467 1877</box>
story-header <box>478 1781 704 1798</box>
story-paragraph: Two cases filed in Khadsad Town and Tarnol police stations would be heard today. Cases filed in Karachi Company, Kohsar, Ramna, Secretariat, Margalla and Khanna police stations would also be heard on Tuesday. <box>4 513 230 551</box>
story-paragraph: connections with a terrorist outfit, was additionally convicted of firing at security forces and attempting to carry out a suicide bombing. Three of the Saudi convicts-Ahmed, Nasser, and Hamad-were found guilty of affiliations with the same terrorist outfit. <box>715 1487 941 1524</box>
story-paragraph: The most precious gift was presented by Saudi Crown Prince Muhammad Bin Salman during the very first visit of Imran to the Kingdom. However, to the irony, the Rs85 million Graff wristwatch was retained by the former prime minister by paying only Rs20 million. <box>4 852 230 889</box>
page-number: 7 <box>880 0 901 41</box>
story-paragraph: During the meeting, the committee will also address the JCP's recommendation regarding the extension of Justice Muhammad Anwar's term of service at the Federal Shariat Court. <box>4 1629 230 1657</box>
story-paragraph: Project Director Homebridge, Sajjad Leghari expressed his joy over the initiative saying, "We're thrilled to launch this partnership with Akhuwat, providing 200 fully-funded scholarships for talented students to pursue the Cambridge online A Level programmes. This collaboration is set to break barriers, create equal opportunities, and revolutionize education in Pakistan." <box>478 1100 704 1156</box>
continuation-story <box>715 721 941 823</box>
story-paragraph: This development comes at the heels of a sitting of the upper house during which legislation proposing an increase in the perks and privileges of senators, including the Senate chairperson and deputy chairperson was met with criticism. <box>4 1285 230 1322</box>
continuation-story <box>715 1720 941 1850</box>
story-paragraph: On June 17, the Karot Hydropower Project held a public open day, and a delegation from the Pakistan Senate Defence Committee visited the plant. During the visit, the delegates praised the Karot Hydropower Project as a successful example of the China-Pakistan Economic Corridor, which has significantly contributed to the local economy, society, and energy security. <box>241 1383 467 1439</box>
story-paragraph: He said the role of media was very important in the relations between the two countries, which could open new avenues of cooperation between the two countries. <box>478 1408 704 1436</box>
story-paragraph: Muhammad Olive Qadri, Haji Muhammad Yasin, Malik Shahzad Yunus, Yasir Imtiaz, Sajid Cheema, Raja Muhammad Sarfaraz, Muhammad Shabbir Merchant, Mian Umar Ibrahim, Zaheer Ahmed Gujar, Saleem Akhtar, Asim Abbasi, Amjad Sialkoti, Muhammad Tahir, Minhas Chaudhry Ayaz, Colonel Anjum and other important personalities of the Pakistani community participated in large numbers. <box>241 1636 467 1692</box>
story-number: No #24 <box>715 1026 762 1041</box>
story-paragraph: Last year, Saudi Arabia executed 147 people in total - more than double the 2021 figure of 69. The figure for 2022 included 81 people executed on a single day in March of that year for terrorism-related offences, an event that sparked an international outcry. <box>715 1651 941 1689</box>
story-paragraph: As part of the planned activities, nationwide protest rallies will be held across Pakistan on Friday, July 7, to express solidarity and condemn the incident. - APP <box>4 209 230 237</box>
continuation-story <box>478 1269 704 1490</box>
continued-from-label: Continued from page 1 <box>86 376 195 389</box>
story-paragraph: The Consumer Association of Pakistan has always maintained the position that consumers should have access to milk, fruits, vegetables, and groceries in the market according to the government-prescribed rates, ensuring the provision of goods at the government rates is the responsibility of the Karachi Commissioner and all Deputy Commissioners. However, consumers have never been able to find items at the government-prescribed rates. <box>478 493 704 558</box>
story-header <box>715 1467 941 1484</box>
story-header <box>4 1219 230 1236</box>
story-paragraph: It gave the nod to another Rs56 billion for bearing the cost of electricity subsidy for the consumers of Azad Jammu and Kashmir. <box>478 1685 704 1704</box>
story-paragraph: The prime minister, also the president of the Pakistan Muslim League-Nawaz, instructed the party to participate in the Yaum-e-Taqaddus-e-Quran and hold countrywide rallies. <box>241 1158 467 1186</box>
story-paragraph: of Pakistan. <box>10 1547 46 1557</box>
story-paragraph: Meanwhile, strict security measures were taken in the premises of the Chief Court Gilgit-Baltistan and lawyers and journalists were allowed to enter the premises. Apart from this, all other public cases were adjourned till the next date. - APP <box>4 334 230 371</box>
story-paragraph: The prime minister expressed Pakistan's resolve to play a positive and constructive role in making SCO an effective regional organization. <box>241 474 467 494</box>
continuation-story <box>478 1601 704 1777</box>
column-1 <box>4 52 230 1758</box>
story-paragraph: The CHS also approved the accession of Iran to the SCO as full member and initiated the process for full membership of Belarus. <box>241 603 467 622</box>
story-paragraph: BankIslami Pakistan's upgraded AA- rating reinforces its vision of becoming the preferred choice for customers seeking Islamic banking services. The bank will continue to focus on nurturing relationships, developing cutting-edge technology solutions, and expanding its range of products and services to meet the evolving needs of its clientele. <box>241 1761 467 1807</box>
story-paragraph: Recently, the Economic Coordination Committee (ECC) of the Cabinet approved a Rs250.7 billion subsidy for the consumers of the KE - Karachi's sole electricity supplier - and Rs26.7 billion for the clearance of the Chinese power plants' dues. <box>478 1648 704 1685</box>
continuation-story <box>4 1219 230 1523</box>
story-paragraph: Last week, Pakistan's UN Ambassador Munir Akram told an IGN meeting that progress has indeed been made during the current session. <box>715 616 941 635</box>
story-paragraph: The slump in FY23 was mostly recorded on persistent delays on the revival of the IMF $7 billion programme which ended prematurely on June 30, 2023. <box>4 1142 230 1170</box>
continuation-story <box>715 827 941 1021</box>
story-paragraph: He said Mian Nawaz Sharif will be welcomed by the nation at his return and break all the previous records of reception. - APP <box>478 1030 704 1049</box>
story-paragraph: Sharif said the SCO summit must take concerted actions against terrorism, extremism, and separatism both in their national capacities and also under the framework of SCO-RATS (Regional Anti-Terrorist Structure). <box>241 282 467 320</box>
story-paragraph: He said, Mian Nawaz Sharif always served his country to the best of his abilities and eliminated the terrorism, and the load shedding and brought CPEC for the economic prosperity of the country. <box>478 966 704 994</box>
story-paragraph: Systematic and brazenly designed anti-Islam and anti-Quran moves in the decision-making and policy-making system of Sweden will eventually result in the expansion of hatred in this country to the detriment of the Swedish government and society institutions. A change in the wrong trend and replacing it with a constructive and interactive approach toward the Islamic world can lead to the spread of peace and justice. <box>715 966 941 1022</box>
continuation-story <box>4 375 230 963</box>
story-paragraph: Olympics and also issued instructions to Social Welfare Minister Sajid Jokhio, Chief Secretary Muhammad Sohail Rajput and Special Assistant Adnan Lakhani to make arrangements for the purpose. <box>478 1514 704 1542</box>
story-paragraph: The then government had adopted the stance that the disclosure of any information related to Toshakhana would jeopardise international ties. <box>4 770 230 789</box>
story-paragraph: He mentioned that China Pakistan Economic Corridor, a flagship project of the Belt and Road Initiative, could become a game-changer of progress in view of Pakistan's location connecting the region. <box>241 163 467 191</box>
continued-from-label: Continued from page 8 <box>797 829 906 842</box>
story-paragraph: Once the committee confirms a nominee, the name is forwarded to the Prime Minister, who subsequently sends it to the President for approval. <box>4 1739 230 1758</box>
story-paragraph: The meeting was apprised of the progress on the development work during the fiscal year 2023-24 and a detailed briefing was also given about the steps for the progress and prosperity of youth and women, and development of agriculture, industries, infrastructure and other sectors. <box>241 877 467 915</box>
story-paragraph: Meanwhile, Prime Minister Shehbaz Sharif on Tuesday directed the Gilgit-Baltistan and Jammu authorities to immediately rescue mountaineer Asif Bhatti who reportedly got trapped at 7500 meters height while scaling the 8,126-meter Nanga Parbat peak. <box>241 676 467 713</box>
story-paragraph: In addition to the aid distribution issue, the Secretary of the Power Division revealed during the meeting that the circular debt of the power sector had reached Rs2,539 billion by June. The PAC chairman expressed concern over the prevalence of unannounced power load-shedding, even during the Eidul Azha holidays. He also criticized the Power Division for ongoing inquiries into electricity theft that had failed to produce any concrete results or hold anyone accountable. <box>715 1398 941 1463</box>
story-paragraph: Currently, Pakistan is facing a tremendous demand for electricity during the hot summer season. The four units of the Karot Hydropower Project are operating at full capacity, continuously delivering clean energy to support local social and economic sustainable development. This endeavor injects green momentum into the high-quality development of the Belt and Road Initiative, further solidifying Pakistan's energy security. - APP <box>241 1493 467 1558</box>
story-header <box>715 721 941 738</box>
story-paragraph: Questioned about UK's choice of the four countries as permanent members, she said that it had to do with geographic balance and recognizing their rising influence. <box>715 588 941 617</box>
story-paragraph: They also adopted two joint statements on Strategies to Counter Radicalization Leading to Terrorism, Extremism and Separatism; and Cooperation in Digital Transformation; as well as the SCO Economic Development Strategy. <box>241 566 467 603</box>
story-header <box>241 1705 467 1722</box>
story-paragraph: Kaukab Iqbal said that consumers, while safeguarding their rights, should actively participate in the Consumer Association of Pakistan's boycott campaign against expensive milk so that they can teach a lesson to milk sellers who are adding an additional Rs. 20. Kaukab Iqbal said that he is also sending letters to Chief Minister Sindh Syed Murad Ali Shah, Governor Sindh Kamran Khan Tessori, and Chief Secretary Sohail Rajput regarding the increasing prices of milk, urging them to take action against it. <box>478 832 704 906</box>
story-paragraph: trade and diplomatic relations. <box>484 1289 577 1299</box>
story-number: No #12 <box>241 1812 288 1827</box>
story-paragraph: Khalid Khurshid was disqualified as a Member of the Assembly from GBA-13 Astor-1. With Khalid Khurshid's disqualification, the Gilgit-Baltistan Cabinet dissolved itself. All ministers, advisers, special assistants, and coordinators were also discharged. <box>4 297 230 334</box>
continued-from-label: Continued from page 1 <box>86 968 195 981</box>
story-paragraph: On this occasion, a commemorative shield was presented by Pakistan Social Center Sharjah. <box>241 1618 467 1637</box>
story-paragraph: He said that he wants to provide world-class sports facilities for Special Olympics. <box>478 1541 704 1561</box>
